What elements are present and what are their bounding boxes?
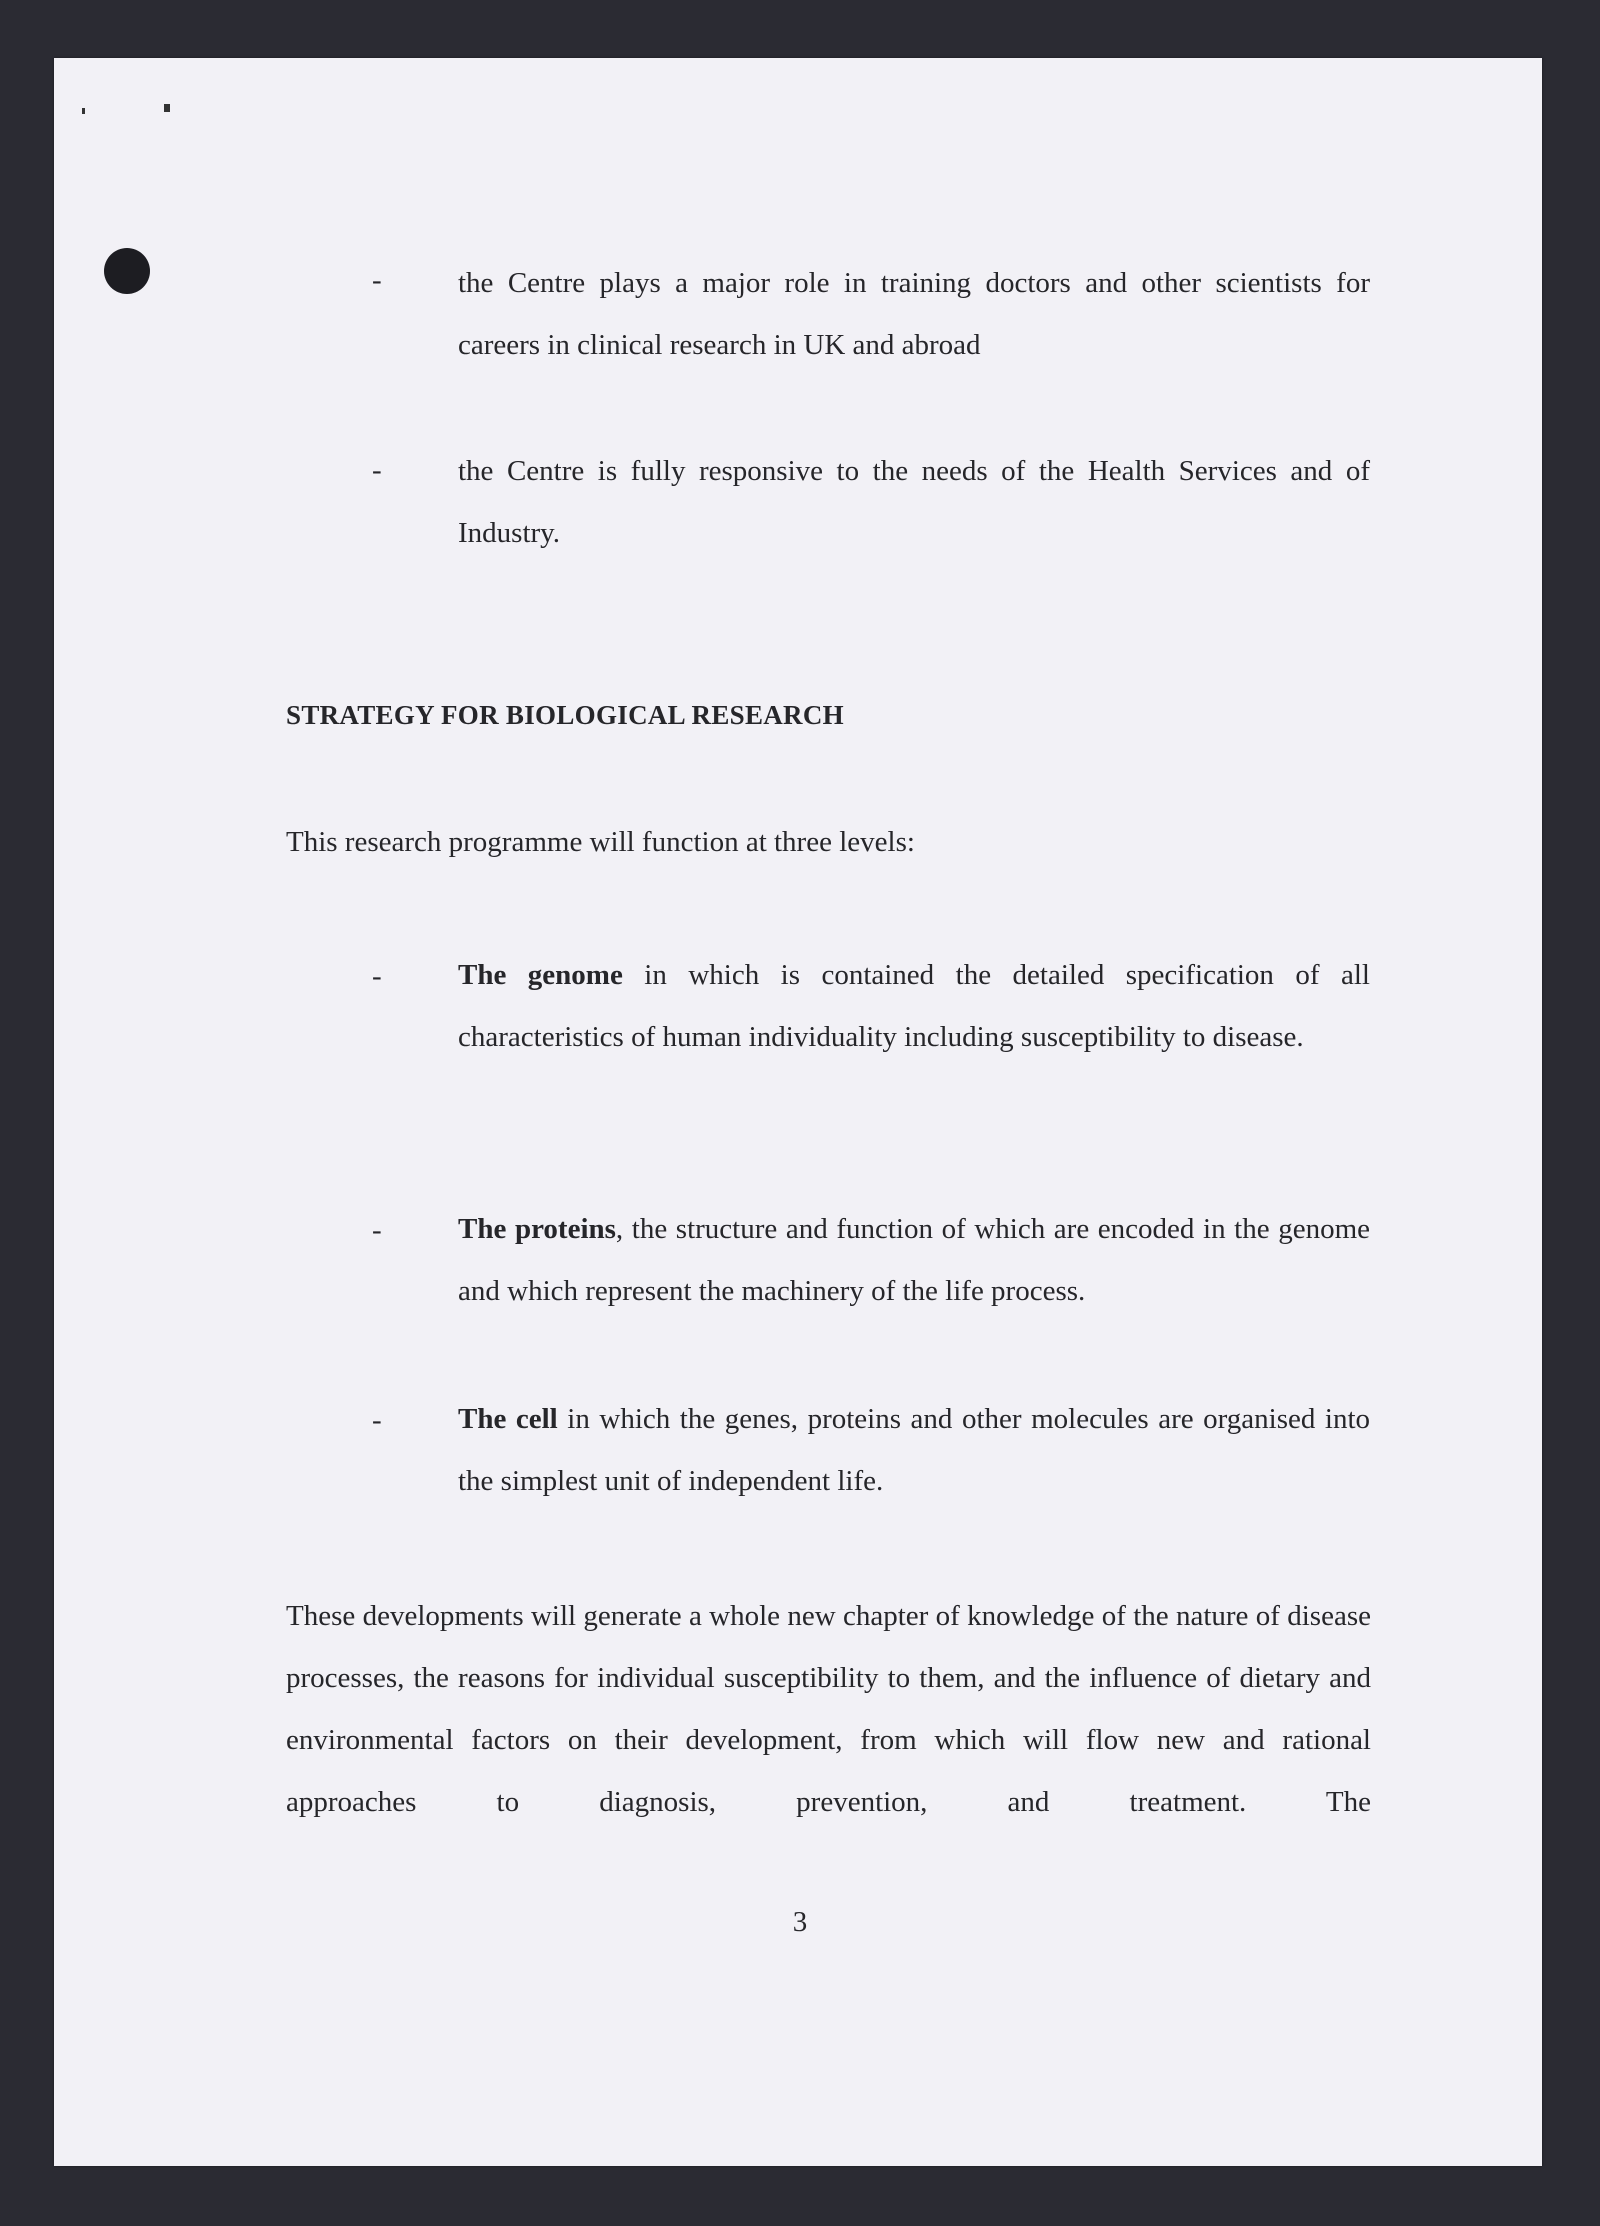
level-genome-text: in which is contained the detailed specification of all characteristics of human individuality including susceptibility to disease. xyxy=(458,959,1370,1053)
punch-hole xyxy=(104,248,150,294)
level-proteins xyxy=(458,1198,1370,1322)
bullet-centre-training: the Centre plays a major role in training doctors and other scientists for careers in clinical research in UK and abroad xyxy=(458,267,1370,361)
level-cell-title: The cell xyxy=(458,1403,558,1435)
level-proteins-title: The proteins xyxy=(458,1213,616,1245)
bullet-dash: - xyxy=(372,264,382,296)
bullet-dash: - xyxy=(372,454,382,486)
section-heading: STRATEGY FOR BIOLOGICAL RESEARCH xyxy=(286,700,844,730)
level-proteins-text: , the structure and function of which are encoded in the genome and which represent the machinery of the life process. xyxy=(458,1213,1370,1307)
bullet-dash: - xyxy=(372,960,382,992)
closing-paragraph: These developments will generate a whole new chapter of knowledge of the nature of disease processes, the reasons for individual susceptibility to them, and the influence of dietary and environmental factors on their development, from which will flow new and rational approaches to diagnosis, prevention, and treatment. The xyxy=(286,1600,1371,1818)
level-cell xyxy=(458,1388,1370,1512)
bullet-centre-responsive: the Centre is fully responsive to the needs of the Health Services and of Industry. xyxy=(458,455,1370,549)
scan-mark xyxy=(82,108,85,114)
page-number: 3 xyxy=(792,1906,808,1938)
bullet-dash: - xyxy=(372,1214,382,1246)
level-genome xyxy=(458,944,1370,1068)
scan-mark xyxy=(164,104,170,112)
level-genome-title: The genome xyxy=(458,959,623,991)
intro-text: This research programme will function at three levels: xyxy=(286,826,915,858)
bullet-dash: - xyxy=(372,1404,382,1436)
level-cell-text: in which the genes, proteins and other molecules are organised into the simplest unit of independent life. xyxy=(458,1403,1371,1497)
